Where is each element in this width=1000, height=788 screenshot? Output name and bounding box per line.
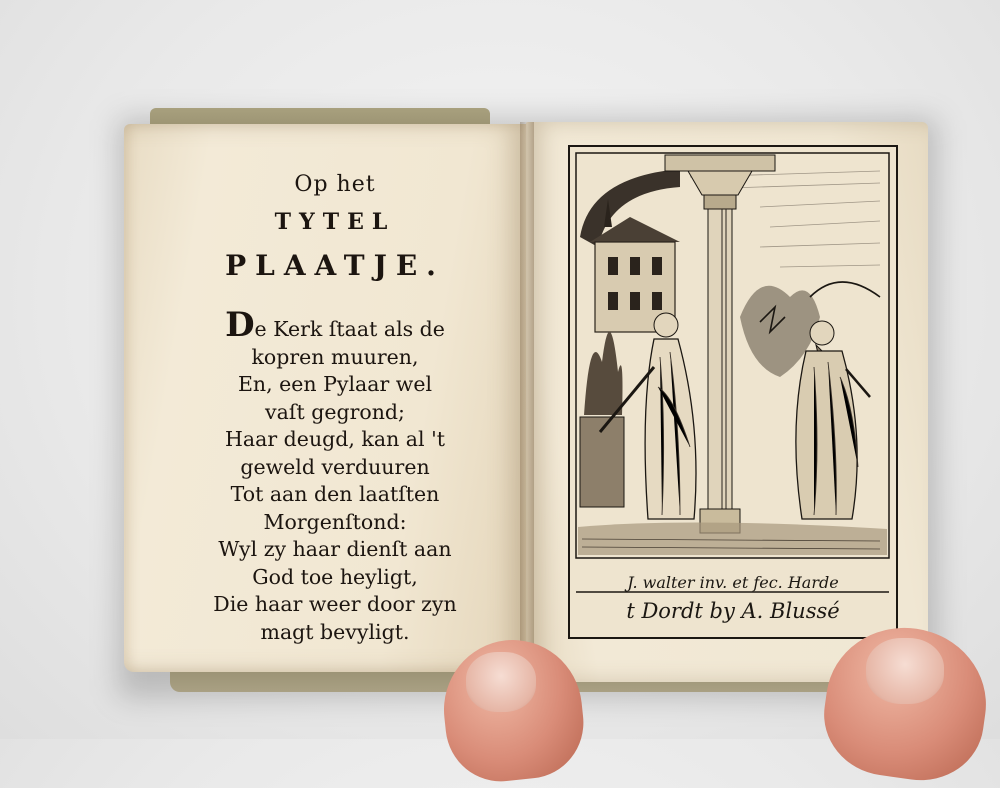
title-line-2: TYTEL (274, 209, 396, 235)
title-line-1: Op het (294, 172, 376, 197)
left-page-text (170, 172, 500, 646)
poem-line: magt bevyligt. (260, 619, 410, 644)
engraving-credit: J. walter inv. et fec. Harde (627, 573, 839, 592)
poem-line: vaſt gegrond; (265, 399, 405, 424)
title-line-3: PLAATJE. (225, 249, 445, 282)
poem-line: kopren muuren, (251, 344, 419, 369)
poem-line: Morgenſtond: (263, 509, 407, 534)
right-thumbnail (866, 638, 944, 704)
poem-line: Die haar weer door zyn (213, 592, 457, 616)
book-gutter (520, 122, 534, 682)
left-thumbnail (466, 652, 536, 712)
poem-line: Tot aan den laatſten (230, 482, 440, 506)
poem-first-line: e Kerk ſtaat als de (254, 317, 445, 341)
engraving-plate (568, 145, 898, 639)
engraving-imprint: t Dordt by A. Blussé (626, 599, 840, 623)
poem-dropcap: D (225, 305, 255, 345)
poem-line: God toe heyligt, (252, 564, 418, 589)
engraving-illustration (570, 147, 895, 636)
poem-line (170, 305, 500, 345)
poem-line: Haar deugd, kan al 't (225, 427, 445, 451)
poem (170, 305, 500, 646)
poem-line: geweld verduuren (240, 454, 430, 479)
poem-line: Wyl zy haar dienſt aan (218, 537, 452, 561)
poem-line: En, een Pylaar wel (237, 372, 433, 396)
